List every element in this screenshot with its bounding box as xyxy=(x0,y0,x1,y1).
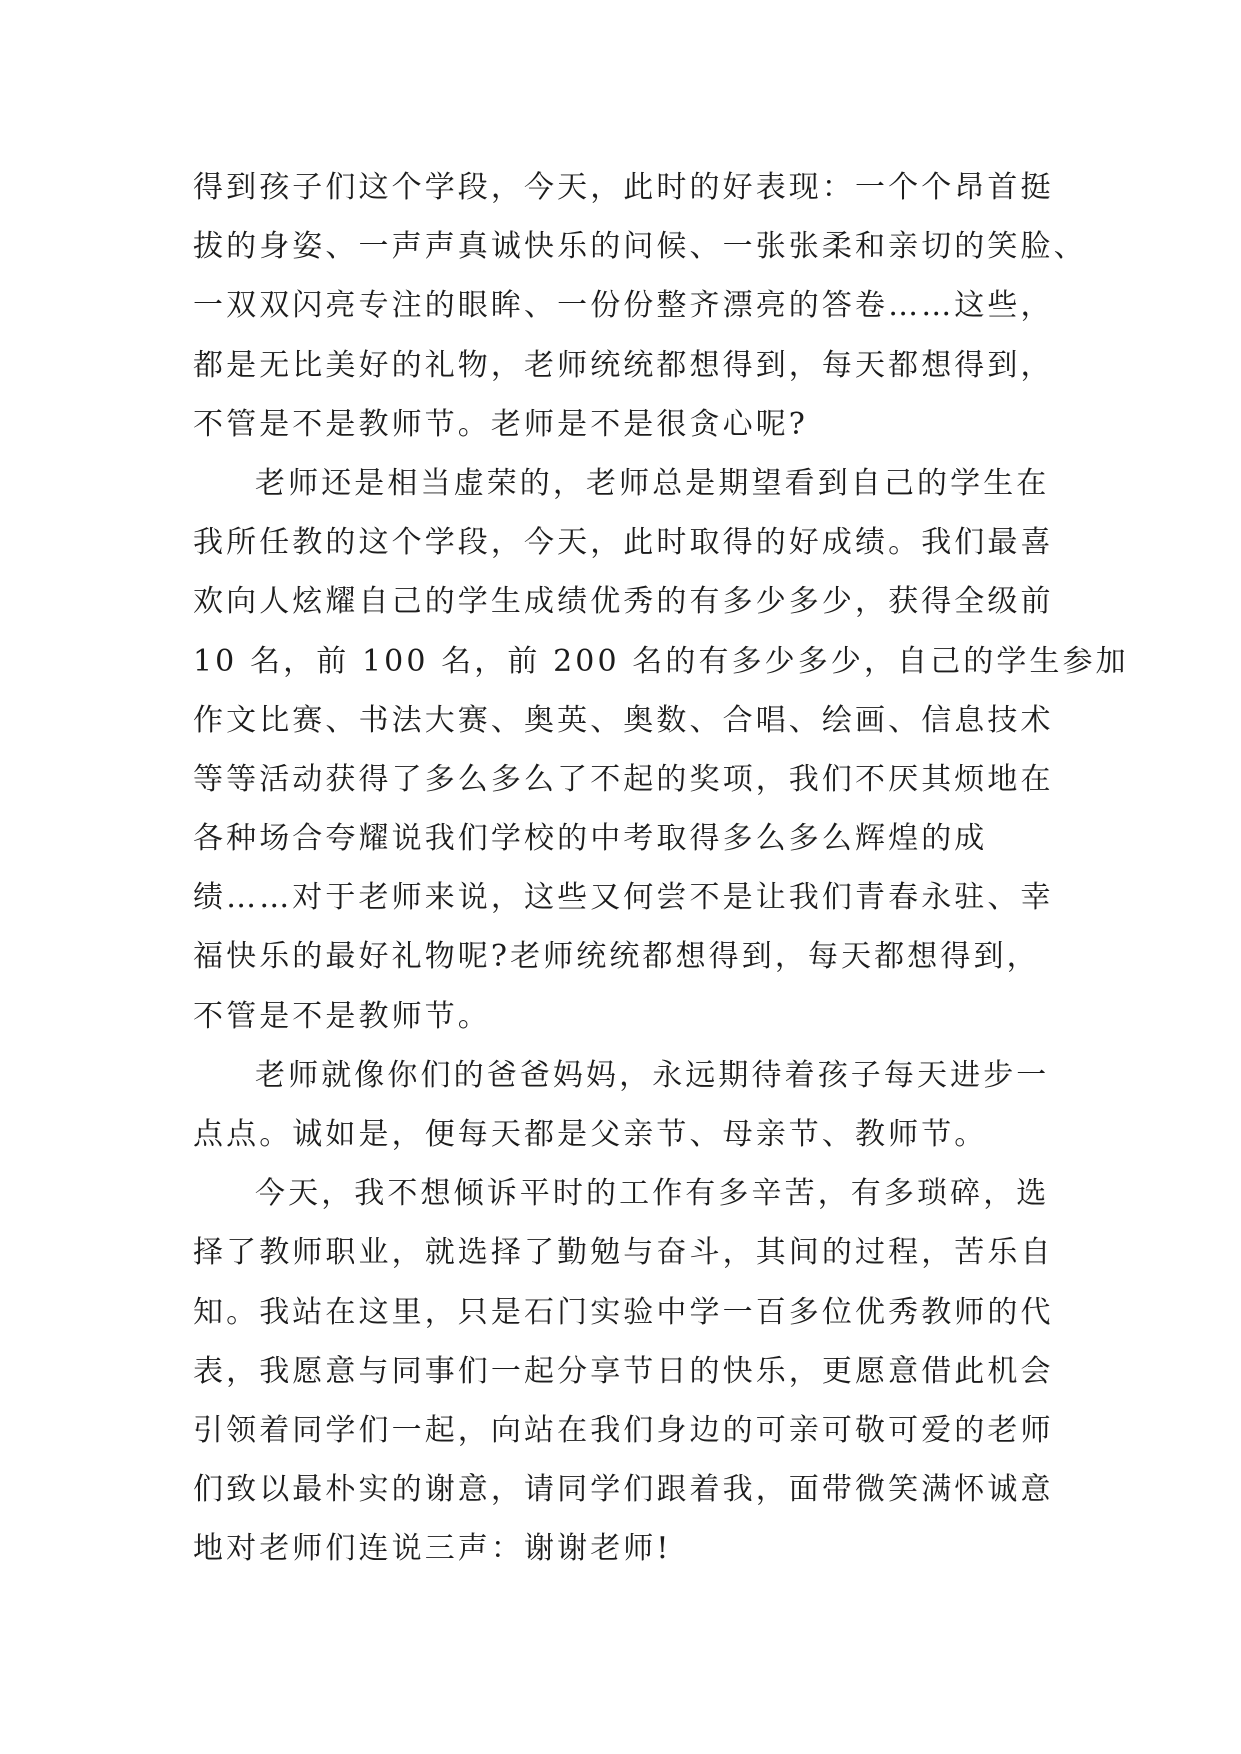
text-line: 我所任教的这个学段，今天，此时取得的好成绩。我们最喜 xyxy=(193,525,1054,561)
text-line: 地对老师们连说三声：谢谢老师! xyxy=(193,1531,672,1567)
text-line: 欢向人炫耀自己的学生成绩优秀的有多少多少，获得全级前 xyxy=(193,584,1054,620)
text-line: 择了教师职业，就选择了勤勉与奋斗，其间的过程，苦乐自 xyxy=(193,1235,1054,1271)
text-line: 今天，我不想倾诉平时的工作有多辛苦，有多琐碎，选 xyxy=(255,1176,1050,1212)
text-line: 点点。诚如是，便每天都是父亲节、母亲节、教师节。 xyxy=(193,1117,988,1152)
text-line: 等等活动获得了多么多么了不起的奖项，我们不厌其烦地在 xyxy=(193,761,1054,797)
document-body xyxy=(193,158,1129,1579)
text-line: 福快乐的最好礼物呢?老师统统都想得到，每天都想得到， xyxy=(193,939,1040,975)
text-line: 表，我愿意与同事们一起分享节日的快乐，更愿意借此机会 xyxy=(193,1353,1054,1389)
text-line: 不管是不是教师节。老师是不是很贪心呢? xyxy=(193,406,808,442)
text-line: 老师就像你们的爸爸妈妈，永远期待着孩子每天进步一 xyxy=(255,1057,1050,1093)
text-line: 一双双闪亮专注的眼眸、一份份整齐漂亮的答卷……这些， xyxy=(193,288,1054,324)
text-line: 不管是不是教师节。 xyxy=(193,998,491,1034)
text-line: 都是无比美好的礼物，老师统统都想得到，每天都想得到， xyxy=(193,347,1054,383)
text-line: 10 名，前 100 名，前 200 名的有多少多少，自己的学生参加 xyxy=(193,643,1129,679)
text-line: 各种场合夸耀说我们学校的中考取得多么多么辉煌的成 xyxy=(193,821,988,857)
text-line: 老师还是相当虚荣的，老师总是期望看到自己的学生在 xyxy=(255,465,1050,501)
text-line: 作文比赛、书法大赛、奥英、奥数、合唱、绘画、信息技术 xyxy=(193,702,1054,738)
text-line: 引领着同学们一起，向站在我们身边的可亲可敬可爱的老师 xyxy=(193,1412,1054,1448)
text-line: 绩……对于老师来说，这些又何尝不是让我们青春永驻、幸 xyxy=(193,880,1054,916)
text-line: 们致以最朴实的谢意，请同学们跟着我，面带微笑满怀诚意 xyxy=(193,1472,1054,1508)
text-line: 得到孩子们这个学段，今天，此时的好表现：一个个昂首挺 xyxy=(193,170,1054,205)
text-line: 拔的身姿、一声声真诚快乐的问候、一张张柔和亲切的笑脸、 xyxy=(193,229,1087,265)
text-line: 知。我站在这里，只是石门实验中学一百多位优秀教师的代 xyxy=(193,1294,1054,1330)
